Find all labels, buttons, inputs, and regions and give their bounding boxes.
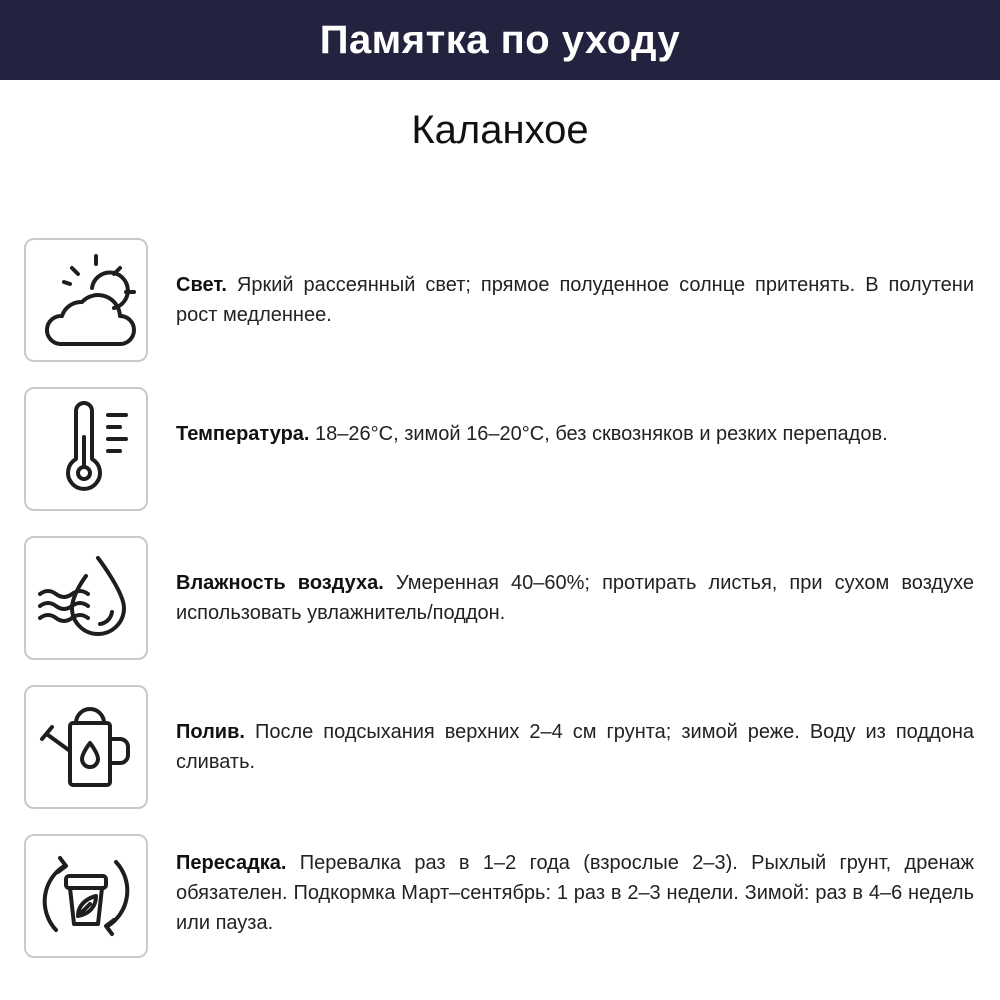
care-item-text: Яркий рассеянный свет; прямое полуденное солнце притенять. В полутени рост медленнее. — [176, 274, 974, 326]
page-title: Памятка по уходу — [319, 17, 681, 62]
sun-cloud-icon — [24, 238, 148, 362]
care-item-light — [176, 270, 974, 330]
care-item-text: После подсыхания верхних 2–4 см грунта; зимой реже. Воду из поддона сливать. — [176, 721, 974, 773]
repot-pot-icon — [24, 834, 148, 958]
care-item-text: 18–26°C, зимой 16–20°C, без сквозняков и резких перепадов. — [315, 423, 888, 445]
humidity-drop-icon — [24, 536, 148, 660]
care-item-title: Температура. — [176, 423, 310, 445]
care-item-title: Полив. — [176, 721, 245, 743]
plant-name: Каланхое — [411, 108, 589, 152]
care-item-text: Перевалка раз в 1–2 года (взрослые 2–3). Рыхлый грунт, дренаж обязателен. Подкормка Март–сентябрь: 1 раз в 2–3 недели. Зимой: раз в 4–6 недель или пауза. — [176, 852, 974, 934]
thermometer-icon — [24, 387, 148, 511]
care-item-temperature — [176, 419, 974, 449]
care-item-title: Влажность воздуха. — [176, 572, 384, 594]
care-item-watering — [176, 717, 974, 777]
watering-can-icon — [24, 685, 148, 809]
care-item-repotting — [176, 848, 974, 938]
care-item-title: Пересадка. — [176, 852, 287, 874]
care-item-text: Умеренная 40–60%; протирать листья, при сухом воздухе использовать увлажнитель/поддон. — [176, 572, 974, 624]
care-item-humidity — [176, 568, 974, 628]
care-item-title: Свет. — [176, 274, 227, 296]
header-bar — [0, 0, 1000, 80]
